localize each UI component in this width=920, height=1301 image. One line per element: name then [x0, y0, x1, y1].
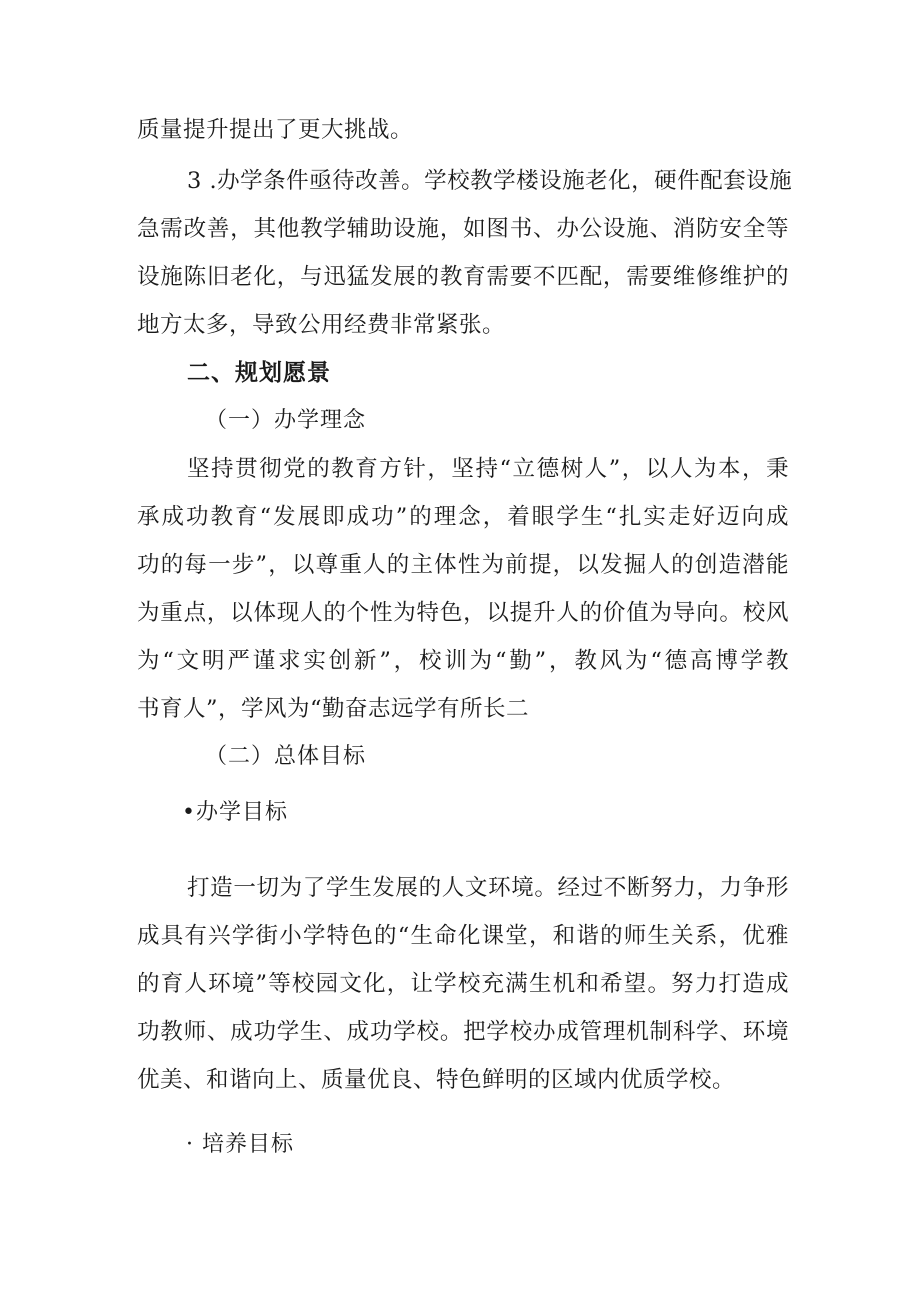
section-heading: 二、规划愿景 [187, 360, 331, 386]
paragraph-line: 优美、和谐向上、质量优良、特色鲜明的区域内优质学校。 [137, 1067, 736, 1093]
paragraph-line: 地方太多，导致公用经费非常紧张。 [137, 312, 506, 338]
paragraph-line: 坚持贯彻党的教育方针，坚持“立德树人”，以人为本，秉 [187, 456, 789, 482]
subsection-heading: （二）总体目标 [205, 744, 367, 769]
paragraph-line: 设施陈旧老化，与迅猛发展的教育需要不匹配，需要维修维护的 [137, 264, 789, 290]
paragraph-line: 质量提升提出了更大挑战。 [137, 117, 414, 143]
paragraph-line: 功的每一步”，以尊重人的主体性为前提，以发掘人的创造潜能 [137, 552, 789, 578]
paragraph-line: 成具有兴学街小学特色的“生命化课堂，和谐的师生关系，优雅 [137, 923, 789, 949]
paragraph-line: 急需改善，其他教学辅助设施，如图书、办公设施、消防安全等 [137, 216, 789, 242]
paragraph-line: 3 .办学条件亟待改善。学校教学楼设施老化，硬件配套设施 [187, 168, 793, 194]
paragraph-line: 功教师、成功学生、成功学校。把学校办成管理机制科学、环境 [137, 1019, 789, 1045]
paragraph-line: 为重点，以体现人的个性为特色，以提升人的价值为导向。校风 [137, 600, 789, 626]
bullet-heading: · 培养目标 [186, 1132, 294, 1157]
bullet-heading: •办学目标 [182, 800, 288, 825]
paragraph-line: 为“文明严谨求实创新”，校训为“勤”，教风为“德高博学教 [137, 648, 789, 674]
paragraph-line: 承成功教育“发展即成功”的理念，着眼学生“扎实走好迈向成 [137, 504, 789, 530]
paragraph-line: 书育人”，学风为“勤奋志远学有所长二 [137, 696, 530, 722]
paragraph-line: 的育人环境”等校园文化，让学校充满生机和希望。努力打造成 [137, 971, 789, 997]
subsection-heading: （一）办学理念 [205, 408, 367, 433]
paragraph-line: 打造一切为了学生发展的人文环境。经过不断努力，力争形 [187, 875, 789, 901]
